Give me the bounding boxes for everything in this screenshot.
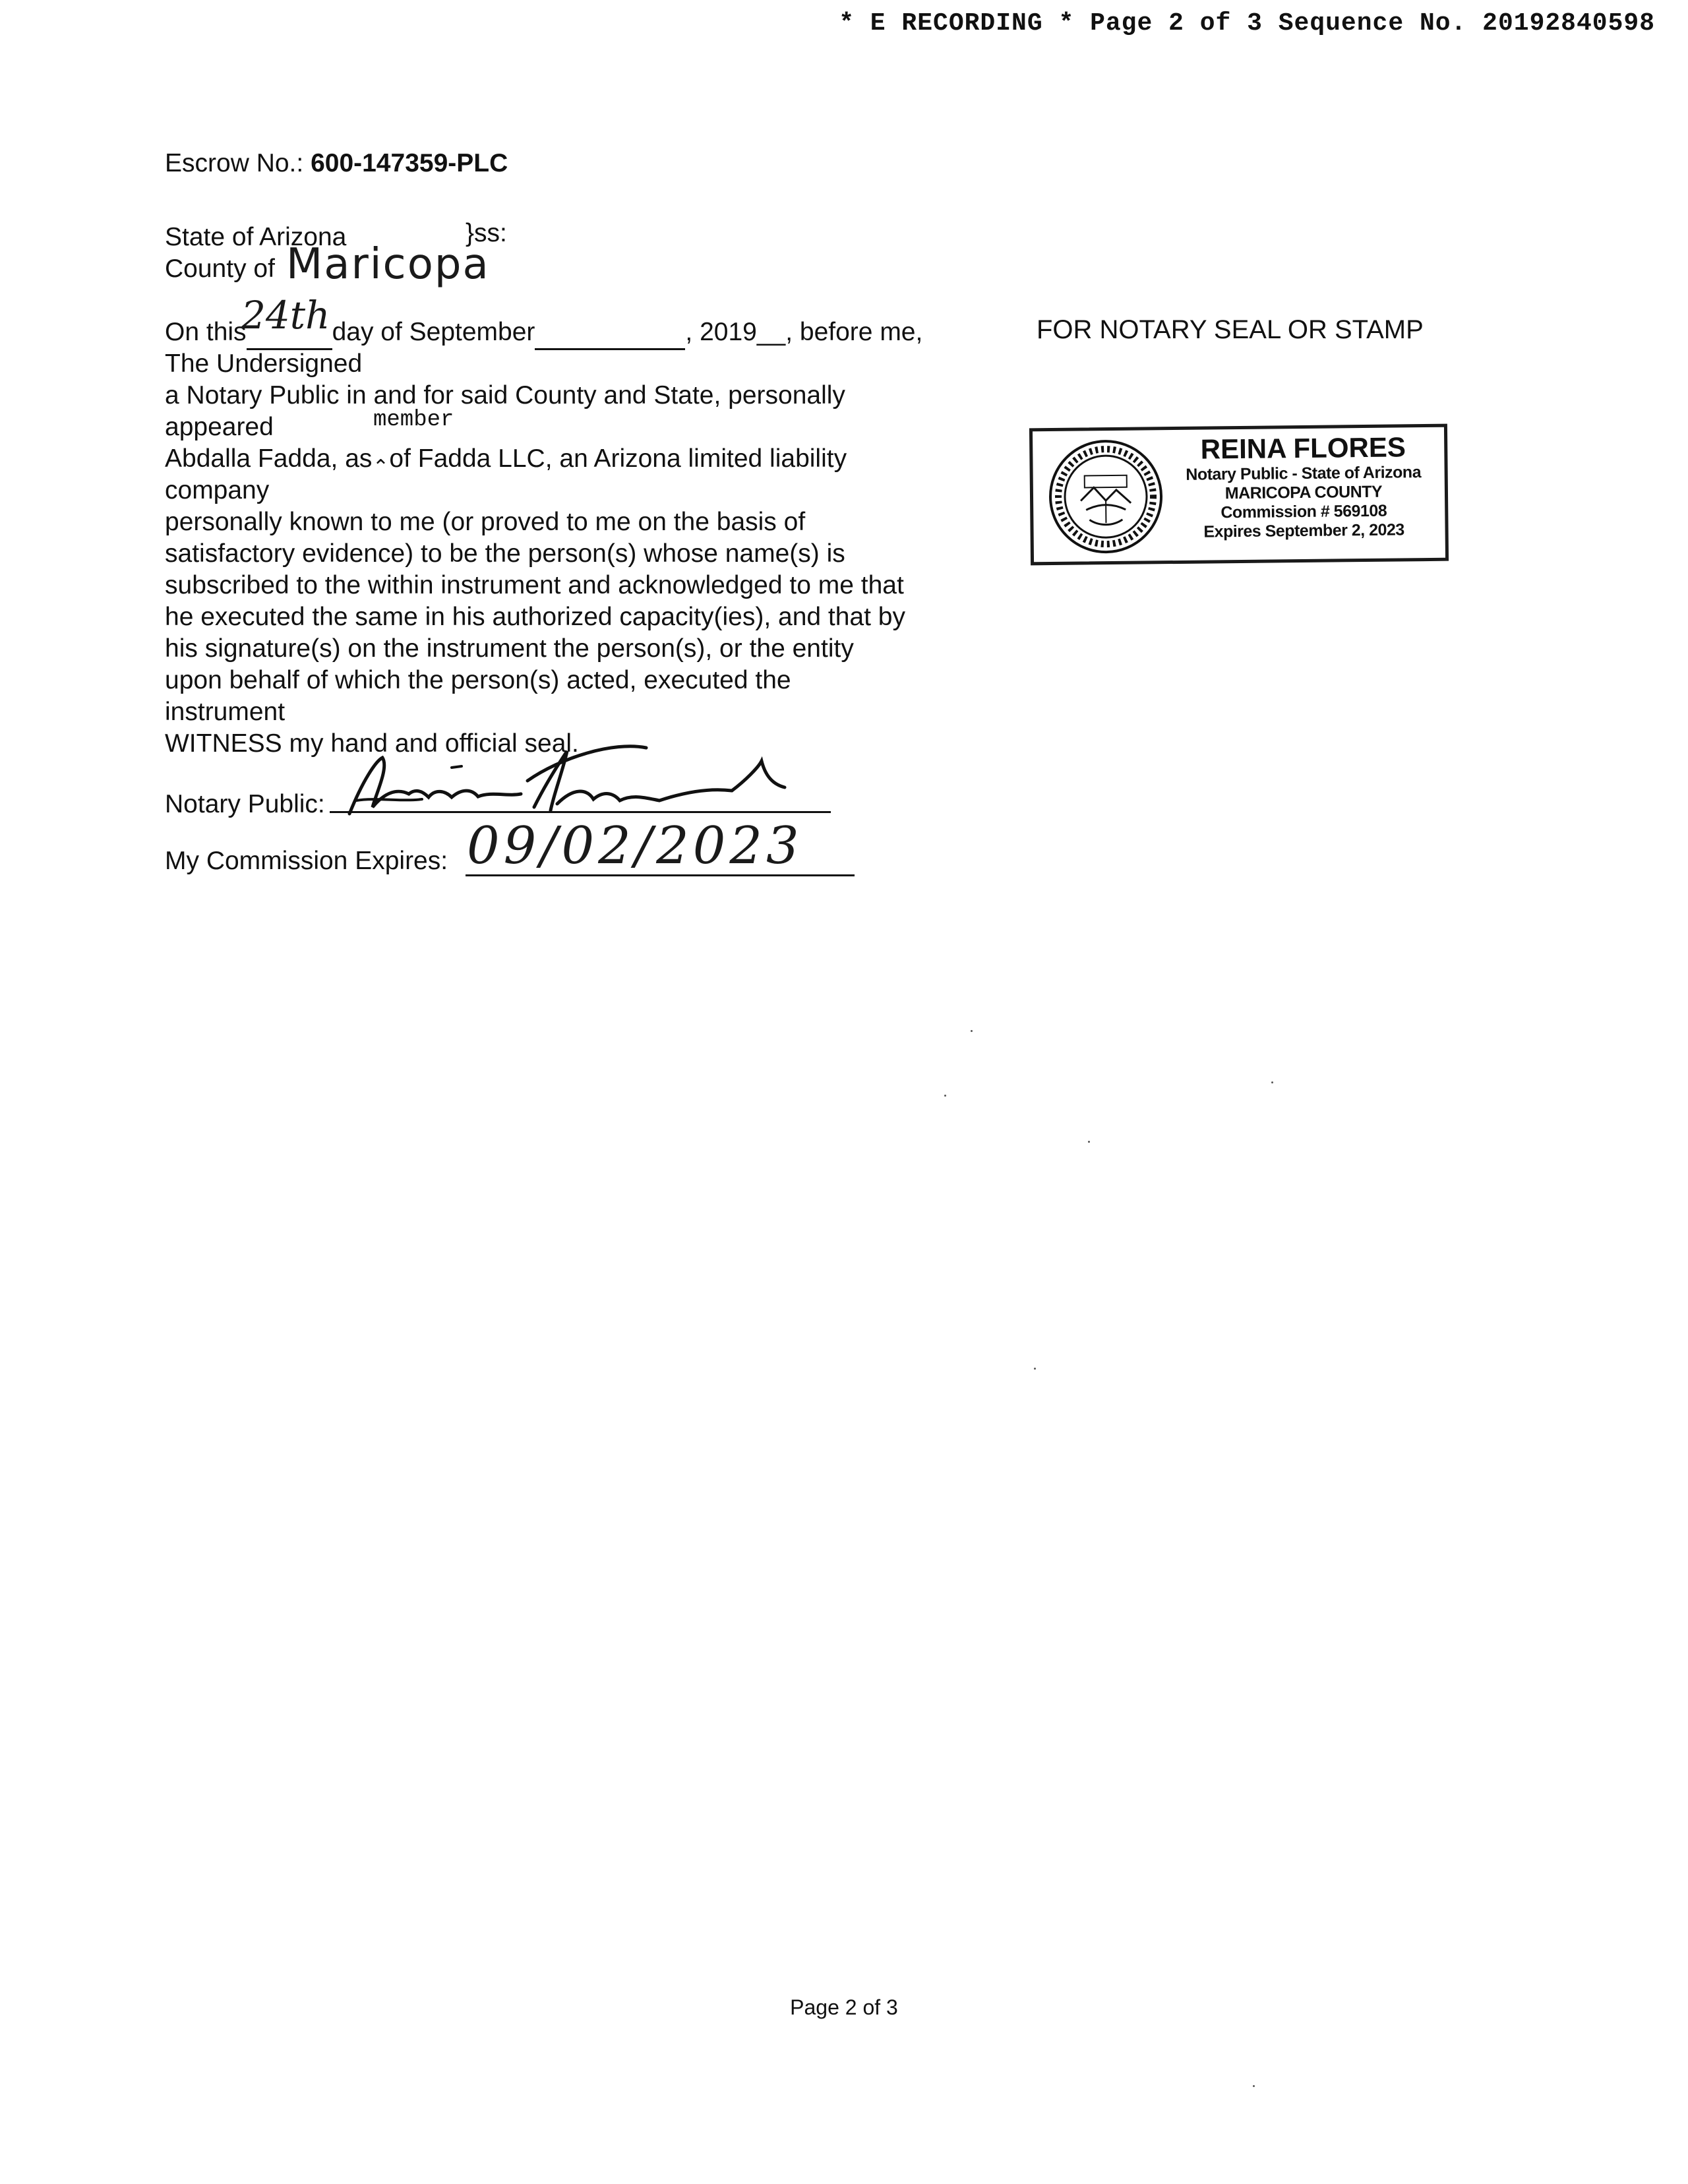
appeared-line: appeared — [165, 413, 274, 441]
county-label: County of — [165, 255, 275, 283]
recording-header: * E RECORDING * Page 2 of 3 Sequence No. 20192840598 — [839, 9, 1655, 38]
month-blank — [535, 317, 685, 350]
inserted-word: member — [373, 408, 454, 433]
escrow-number: 600-147359-PLC — [311, 149, 508, 177]
notary-public-label: Notary Public: — [165, 790, 325, 818]
stamp-text-block — [1171, 431, 1436, 542]
witness-line: WITNESS my hand and official seal. — [165, 729, 579, 758]
body-line-8: satisfactory evidence) to be the person(s) whose name(s) is — [165, 539, 845, 568]
stamp-expires: Expires September 2, 2023 — [1203, 520, 1404, 541]
county-handwritten: Maricopa — [286, 240, 490, 289]
body-line-10: he executed the same in his authorized capacity(ies), and that by — [165, 603, 905, 631]
day-handwritten: 24th — [241, 293, 330, 338]
county-line — [165, 253, 275, 285]
undersigned-line: The Undersigned — [165, 349, 363, 378]
stamp-name: REINA FLORES — [1200, 431, 1406, 465]
stamp-county: MARICOPA COUNTY — [1224, 482, 1383, 503]
scan-speck — [971, 1030, 973, 1032]
commission-label: My Commission Expires: — [165, 847, 448, 875]
party-entity: of Fadda LLC, an Arizona limited liability — [389, 444, 847, 473]
scan-speck — [1088, 1141, 1090, 1143]
body-line-12: upon behalf of which the person(s) acted, executed the — [165, 666, 791, 694]
page-number: Page 2 of 3 — [790, 1995, 898, 2019]
body-line-7: personally known to me (or proved to me on the basis of — [165, 508, 806, 536]
company-line: company — [165, 476, 270, 504]
on-this-text: On this — [165, 318, 247, 346]
state-text: State of Arizona — [165, 223, 347, 251]
party-name: Abdalla Fadda, as — [165, 444, 373, 473]
day-of-text: day of September — [332, 318, 535, 346]
caret-mark: ⌃ — [372, 456, 389, 478]
body-line-9: subscribed to the within instrument and acknowledged to me that — [165, 571, 904, 599]
notary-seal-caption: FOR NOTARY SEAL OR STAMP — [1037, 315, 1424, 344]
scan-speck — [944, 1095, 946, 1097]
party-line — [165, 443, 847, 477]
notary-public-line: a Notary Public in and for said County and State, personally — [165, 381, 845, 410]
escrow-label: Escrow No.: — [165, 149, 304, 177]
scan-speck — [1034, 1368, 1036, 1370]
year-text: , 2019__, before me, — [685, 318, 923, 346]
scan-speck — [1271, 1081, 1273, 1083]
body-line-13: instrument — [165, 698, 286, 726]
ss-mark: }ss: — [466, 219, 507, 247]
notary-signature — [336, 728, 811, 827]
stamp-state: Notary Public - State of Arizona — [1186, 463, 1422, 484]
scan-speck — [1253, 2085, 1255, 2087]
arizona-seal-icon — [1046, 437, 1166, 557]
escrow-line — [165, 149, 508, 178]
body-line-11: his signature(s) on the instrument the person(s), or the entity — [165, 634, 854, 663]
notary-stamp — [1029, 424, 1449, 566]
commission-handwritten: 09/02/2023 — [467, 816, 803, 876]
stamp-commission: Commission # 569108 — [1221, 501, 1387, 522]
